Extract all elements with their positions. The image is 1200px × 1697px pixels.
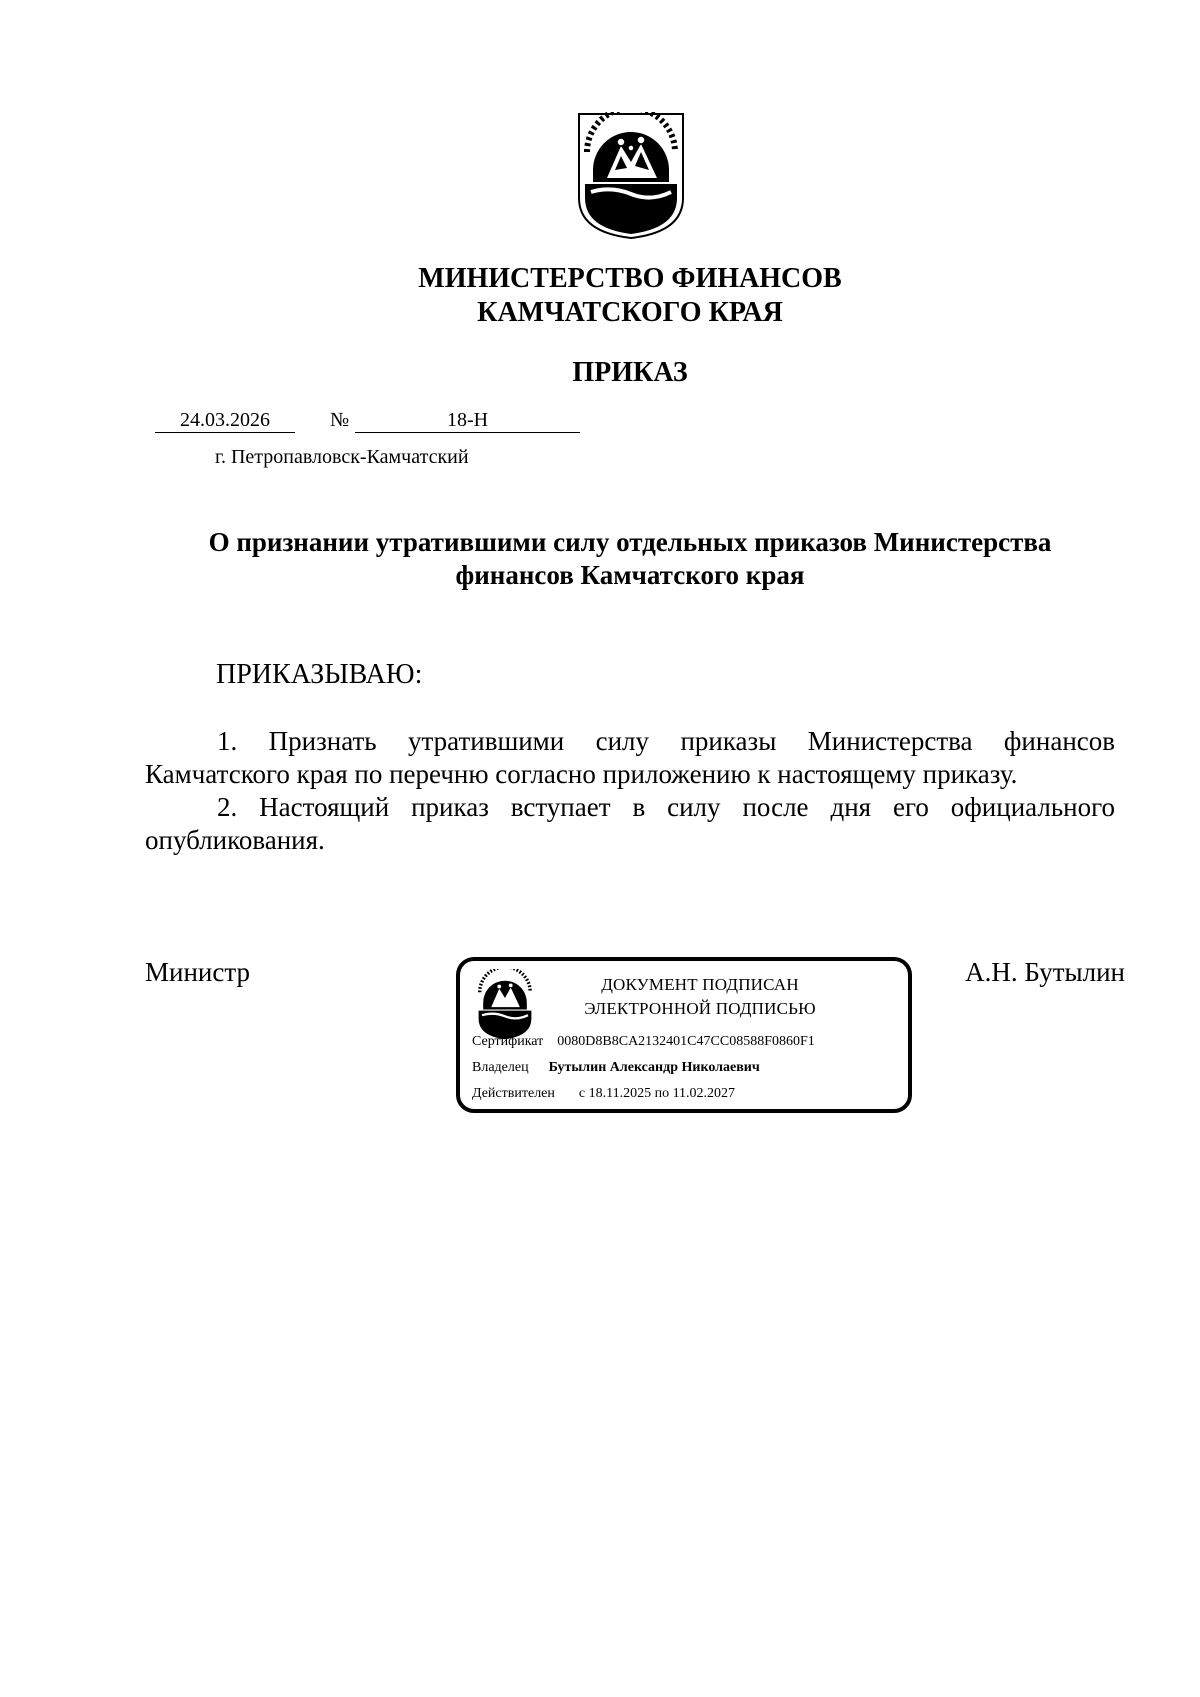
- place-of-issue: г. Петропавловск-Камчатский: [215, 446, 469, 468]
- owner-value: Бутылин Александр Николаевич: [548, 1060, 760, 1075]
- order-word: ПРИКАЗЫВАЮ:: [216, 659, 423, 690]
- kamchatka-coat-of-arms-icon: [577, 112, 685, 240]
- signer-name: А.Н. Бутылин: [965, 957, 1125, 987]
- electronic-signature-stamp: [456, 957, 912, 1113]
- validity-value: с 18.11.2025 по 11.02.2027: [578, 1086, 736, 1101]
- certificate-value: 0080D8B8CA2132401C47CC08588F0860F1: [557, 1034, 815, 1049]
- paragraph-2: 2. Настоящий приказ вступает в силу после дня его официального опубликования.: [145, 792, 1115, 855]
- stamp-heading: [550, 973, 850, 1021]
- stamp-heading-line-1: ДОКУМЕНТ ПОДПИСАН: [601, 975, 799, 994]
- stamp-validity-row: [472, 1085, 735, 1103]
- registration-number: 18-Н: [355, 408, 580, 433]
- subject-line-1: О признании утратившими силу отдельных приказов Министерства: [208, 527, 1052, 557]
- organization-line-2: КАМЧАТСКОГО КРАЯ: [477, 297, 783, 328]
- document-type: ПРИКАЗ: [572, 357, 688, 388]
- owner-label: Владелец: [472, 1060, 529, 1075]
- document-subject: [145, 526, 1115, 592]
- registration-number-label: №: [330, 409, 350, 431]
- stamp-certificate-row: [472, 1033, 815, 1051]
- validity-label: Действителен: [472, 1086, 555, 1101]
- stamp-heading-line-2: ЭЛЕКТРОННОЙ ПОДПИСЬЮ: [584, 999, 816, 1018]
- paragraph-1: 1. Признать утратившими силу приказы Министерства финансов Камчатского края по перечню согласно приложению к настоящему приказу.: [145, 726, 1115, 789]
- organization-line-1: МИНИСТЕРСТВО ФИНАНСОВ: [418, 263, 842, 294]
- registration-date: 24.03.2026: [155, 408, 295, 433]
- subject-line-2: финансов Камчатского края: [455, 560, 805, 590]
- stamp-owner-row: [472, 1059, 760, 1077]
- kamchatka-coat-of-arms-small-icon: [474, 969, 536, 1043]
- organization-name: [0, 262, 1200, 330]
- signer-title: Министр: [145, 957, 250, 987]
- certificate-label: Сертификат: [472, 1034, 544, 1049]
